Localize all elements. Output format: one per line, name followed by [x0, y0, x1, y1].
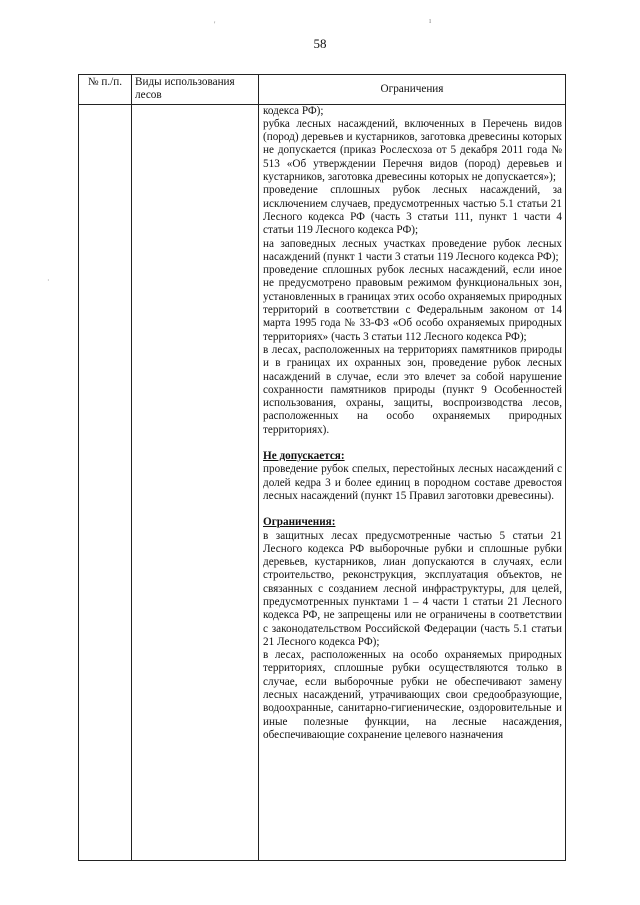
section-heading: Ограничения: — [263, 516, 336, 529]
table-row — [79, 104, 566, 860]
scan-speck: ' — [214, 20, 216, 29]
header-restrictions: Ограничения — [259, 75, 566, 105]
paragraph-gap — [263, 503, 562, 516]
paragraph: проведение сплошных рубок лесных насаждений, за исключением случаев, предусмотренных частью 5.1 статьи 21 Лесного кодекса РФ (часть 3 статьи 111, пункт 1 части 4 статьи 119 Лесного кодекса РФ); — [263, 184, 562, 237]
restrictions-table — [78, 74, 566, 861]
restrictions-cell — [259, 104, 566, 860]
restrictions-text — [263, 105, 562, 743]
paragraph: проведение сплошных рубок лесных насаждений, если иное не предусмотрено правовым режимом функциональных зон, установленных в границах этих особо охраняемых природных территорий в соответствии с Федеральным законом от 14 марта 1995 года № 33-ФЗ «Об особо охраняемых природных территориях» (часть 3 статьи 112 Лесного кодекса РФ); — [263, 264, 562, 343]
paragraph: на заповедных лесных участках проведение рубок лесных насаждений (пункт 1 части 3 статьи 119 Лесного кодекса РФ); — [263, 237, 562, 263]
paragraph: кодекса РФ); — [263, 104, 324, 117]
paragraph: в лесах, расположенных на территориях памятников природы и в границах их охранных зон, проведение рубок лесных насаждений в случае, если это влечет за собой нарушение сохранности памятников природы (пункт 9 Особенностей использования, охраны, защиты, воспроизводства лесов, расположенных на особо охраняемых природных территориях). — [263, 343, 562, 436]
section-heading: Не допускается: — [263, 450, 345, 463]
header-usage-type: Виды использования лесов — [132, 75, 259, 105]
page-number: 58 — [313, 36, 327, 51]
paragraph: рубка лесных насаждений, включенных в Перечень видов (пород) деревьев и кустарников, заготовка древесины которых не допускается (приказ Рослесхоза от 5 декабря 2011 года № 513 «Об утверждении Перечня видов (пород) деревьев и кустарников, заготовка древесины которых не допускается»); — [263, 117, 562, 184]
paragraph: проведение рубок спелых, перестойных лесных насаждений с долей кедра 3 и более единиц в породном составе древостоя лесных насаждений (пункт 15 Правил заготовки древесины). — [263, 463, 562, 502]
paragraph: в лесах, расположенных на особо охраняемых природных территориях, сплошные рубки осуществляются только в случае, если выборочные рубки не обеспечивают замену лесных насаждений, утрачивающих свои средообразующие, водоохранные, санитарно-гигиенические, оздоровительные и иные полезные функции, на лесные насаждения, обеспечивающие сохранение целевого назначения — [263, 649, 562, 741]
paragraph: в защитных лесах предусмотренные частью 5 статьи 21 Лесного кодекса РФ выборочные рубки и сплошные рубки деревьев, кустарников, лиан допускаются в случаях, если строительство, реконструкция, эксплуатация объектов, не связанных с созданием лесной инфраструктуры, для целей, предусмотренных пунктами 1 – 4 части 1 статьи 21 Лесного кодекса РФ, не запрещены или не ограничены в соответствии с законодательством Российской Федерации (часть 5.1 статьи 21 Лесного кодекса РФ); — [263, 529, 562, 648]
number-cell — [79, 104, 132, 860]
paragraph-gap — [263, 437, 562, 450]
scan-speck: · — [47, 276, 50, 285]
scan-speck: ı — [429, 16, 432, 25]
header-number: № п./п. — [79, 75, 132, 105]
table-header-row — [79, 75, 566, 105]
usage-type-cell — [132, 104, 259, 860]
